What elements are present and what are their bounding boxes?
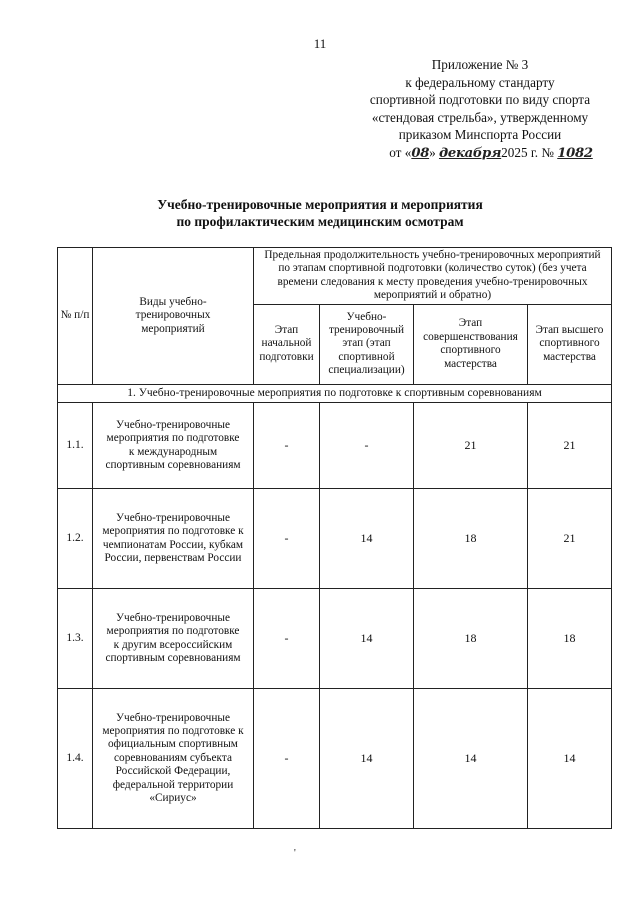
row-num: 1.4. [58,689,93,829]
header-stage-improvement: Этап совершенствования спортивного мастерства [414,304,528,384]
row-value-highest: 18 [528,589,612,689]
row-value-training: - [320,403,414,489]
row-num: 1.1. [58,403,93,489]
table-row [58,489,612,589]
section-heading: 1. Учебно-тренировочные мероприятия по подготовке к спортивным соревнованиям [58,384,612,402]
row-name: Учебно-тренировочные мероприятия по подготовке к другим всероссийским спортивным соревнованиям [93,589,254,689]
row-name: Учебно-тренировочные мероприятия по подготовке к чемпионатам России, кубкам России, первенствам России [93,489,254,589]
page-number: 11 [313,36,327,51]
header-stage-initial: Этап начальной подготовки [254,304,320,384]
row-value-initial: - [254,489,320,589]
row-value-highest: 14 [528,689,612,829]
document-title [0,197,640,230]
table-row [58,403,612,489]
row-value-training: 14 [320,589,414,689]
header-stage-highest: Этап высшего спортивного мастерства [528,304,612,384]
date-year: 2025 г. № [501,144,554,160]
row-value-improvement: 18 [414,589,528,689]
order-number: 1082 [557,145,593,161]
appendix-line: приказом Минспорта России [398,127,562,142]
table-row [58,589,612,689]
title-line: по профилактическим медицинским осмотрам [176,213,464,229]
appendix-header [330,56,630,162]
table-row [58,689,612,829]
row-num: 1.2. [58,489,93,589]
header-num: № п/п [58,248,93,385]
row-value-training: 14 [320,489,414,589]
appendix-line: Приложение № 3 [431,57,529,72]
row-name: Учебно-тренировочные мероприятия по подготовке к официальным спортивным соревнованиям субъекта Российской Федерации, федеральной территории «Сириус» [93,689,254,829]
row-name: Учебно-тренировочные мероприятия по подготовке к международным спортивным соревнованиям [93,403,254,489]
row-value-highest: 21 [528,489,612,589]
row-value-initial: - [254,403,320,489]
date-mid: » [429,144,436,160]
row-value-improvement: 21 [414,403,528,489]
date-month: декабря [438,145,502,161]
row-value-highest: 21 [528,403,612,489]
date-day: 08 [411,145,430,161]
appendix-date-line [352,144,630,163]
footer-mark: ' [294,848,296,859]
row-value-improvement: 14 [414,689,528,829]
header-kind: Виды учебно-тренировочных мероприятий [93,248,254,385]
date-prefix: от « [389,144,412,160]
training-events-table [57,247,612,829]
appendix-line: к федеральному стандарту [405,74,555,90]
appendix-line: «стендовая стрельба», утвержденному [371,109,589,125]
header-stage-training: Учебно-тренировочный этап (этап спортивной специализации) [320,304,414,384]
row-value-improvement: 18 [414,489,528,589]
row-value-initial: - [254,689,320,829]
title-line: Учебно-тренировочные мероприятия и мероприятия [157,197,483,212]
row-value-training: 14 [320,689,414,829]
appendix-line: спортивной подготовки по виду спорта [369,92,591,107]
row-value-initial: - [254,589,320,689]
row-num: 1.3. [58,589,93,689]
header-duration-group: Предельная продолжительность учебно-тренировочных мероприятий по этапам спортивной подготовки (количество суток) (без учета времени следования к месту проведения учебно-тренировочных мероприятий и обратно) [254,248,612,305]
